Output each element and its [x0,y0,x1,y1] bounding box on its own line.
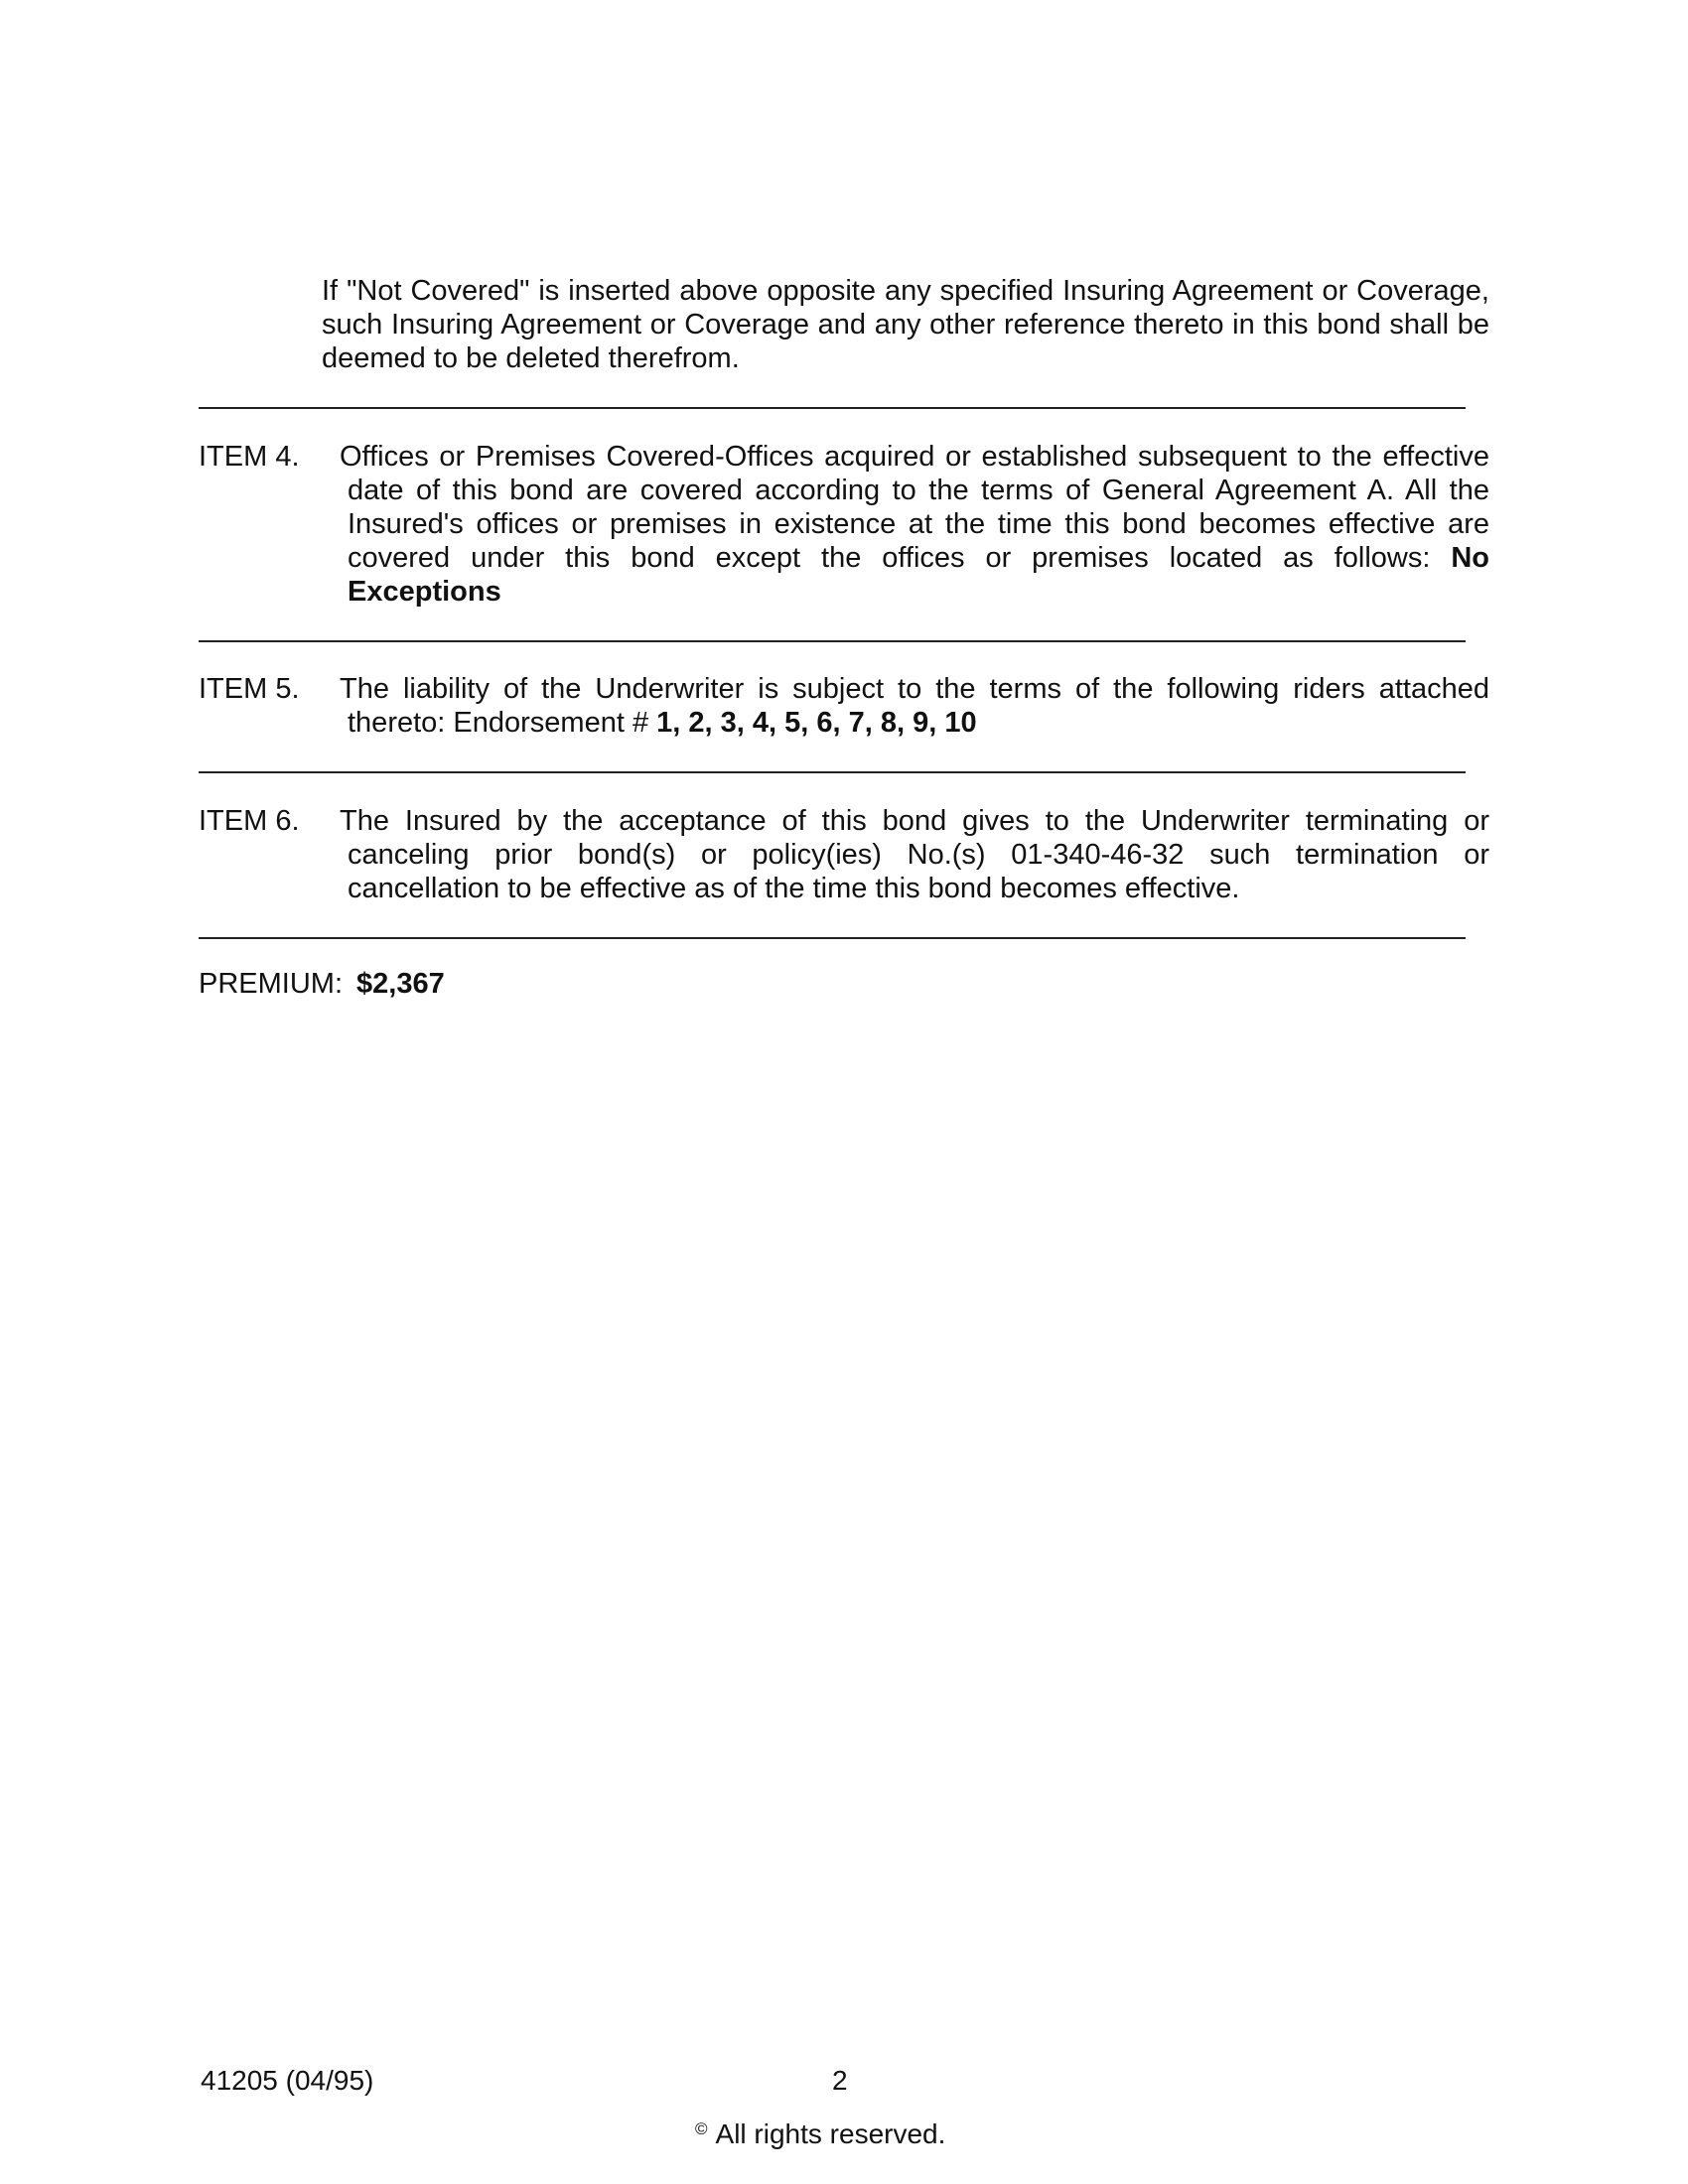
not-covered-text: If "Not Covered" is inserted above opposite any specified Insuring Agreement or Coverage, such Insuring Agreement or Coverage and any other reference thereto in this bond shall be deemed to be deleted therefrom. [322,275,1489,374]
item-5-label: ITEM 5. [199,673,300,705]
item-6-body [340,804,1489,905]
item-5-text: The liability of the Underwriter is subject to the terms of the following riders attached thereto: Endorsement # [340,673,1489,739]
item-5 [199,672,1489,740]
page-number: 2 [832,2065,848,2096]
item-4-body [340,440,1489,609]
item-6 [199,804,1489,905]
rights-text: All rights reserved. [715,2118,946,2149]
divider [199,771,1466,773]
item-4 [199,440,1489,609]
copyright-line [695,2113,945,2151]
copyright-symbol: © [695,2119,708,2138]
premium-line [199,967,445,1001]
item-5-endorsements: 1, 2, 3, 4, 5, 6, 7, 8, 9, 10 [656,707,977,739]
item-5-body [340,672,1489,740]
divider [199,640,1466,642]
premium-amount: $2,367 [356,968,445,1000]
item-4-label: ITEM 4. [199,441,300,473]
item-6-text: The Insured by the acceptance of this bond gives to the Underwriter terminating or canceling prior bond(s) or policy(ies) No.(s) 01-340-46-32 such termination or cancellation to be effective as of the time this bond becomes effective. [340,805,1489,904]
premium-label: PREMIUM: [199,968,343,1000]
item-4-text: Offices or Premises Covered-Offices acquired or established subsequent to the effective date of this bond are covered according to the terms of General Agreement A. All the Insured's offices or premises in existence at the time this bond becomes effective are covered under this bond except the offices or premises located as follows: [340,441,1489,574]
not-covered-paragraph [322,274,1489,375]
item-4-exceptions: No Exceptions [348,542,1489,608]
divider [199,407,1466,409]
form-number: 41205 (04/95) [201,2065,374,2096]
divider [199,937,1466,939]
item-6-label: ITEM 6. [199,805,300,837]
